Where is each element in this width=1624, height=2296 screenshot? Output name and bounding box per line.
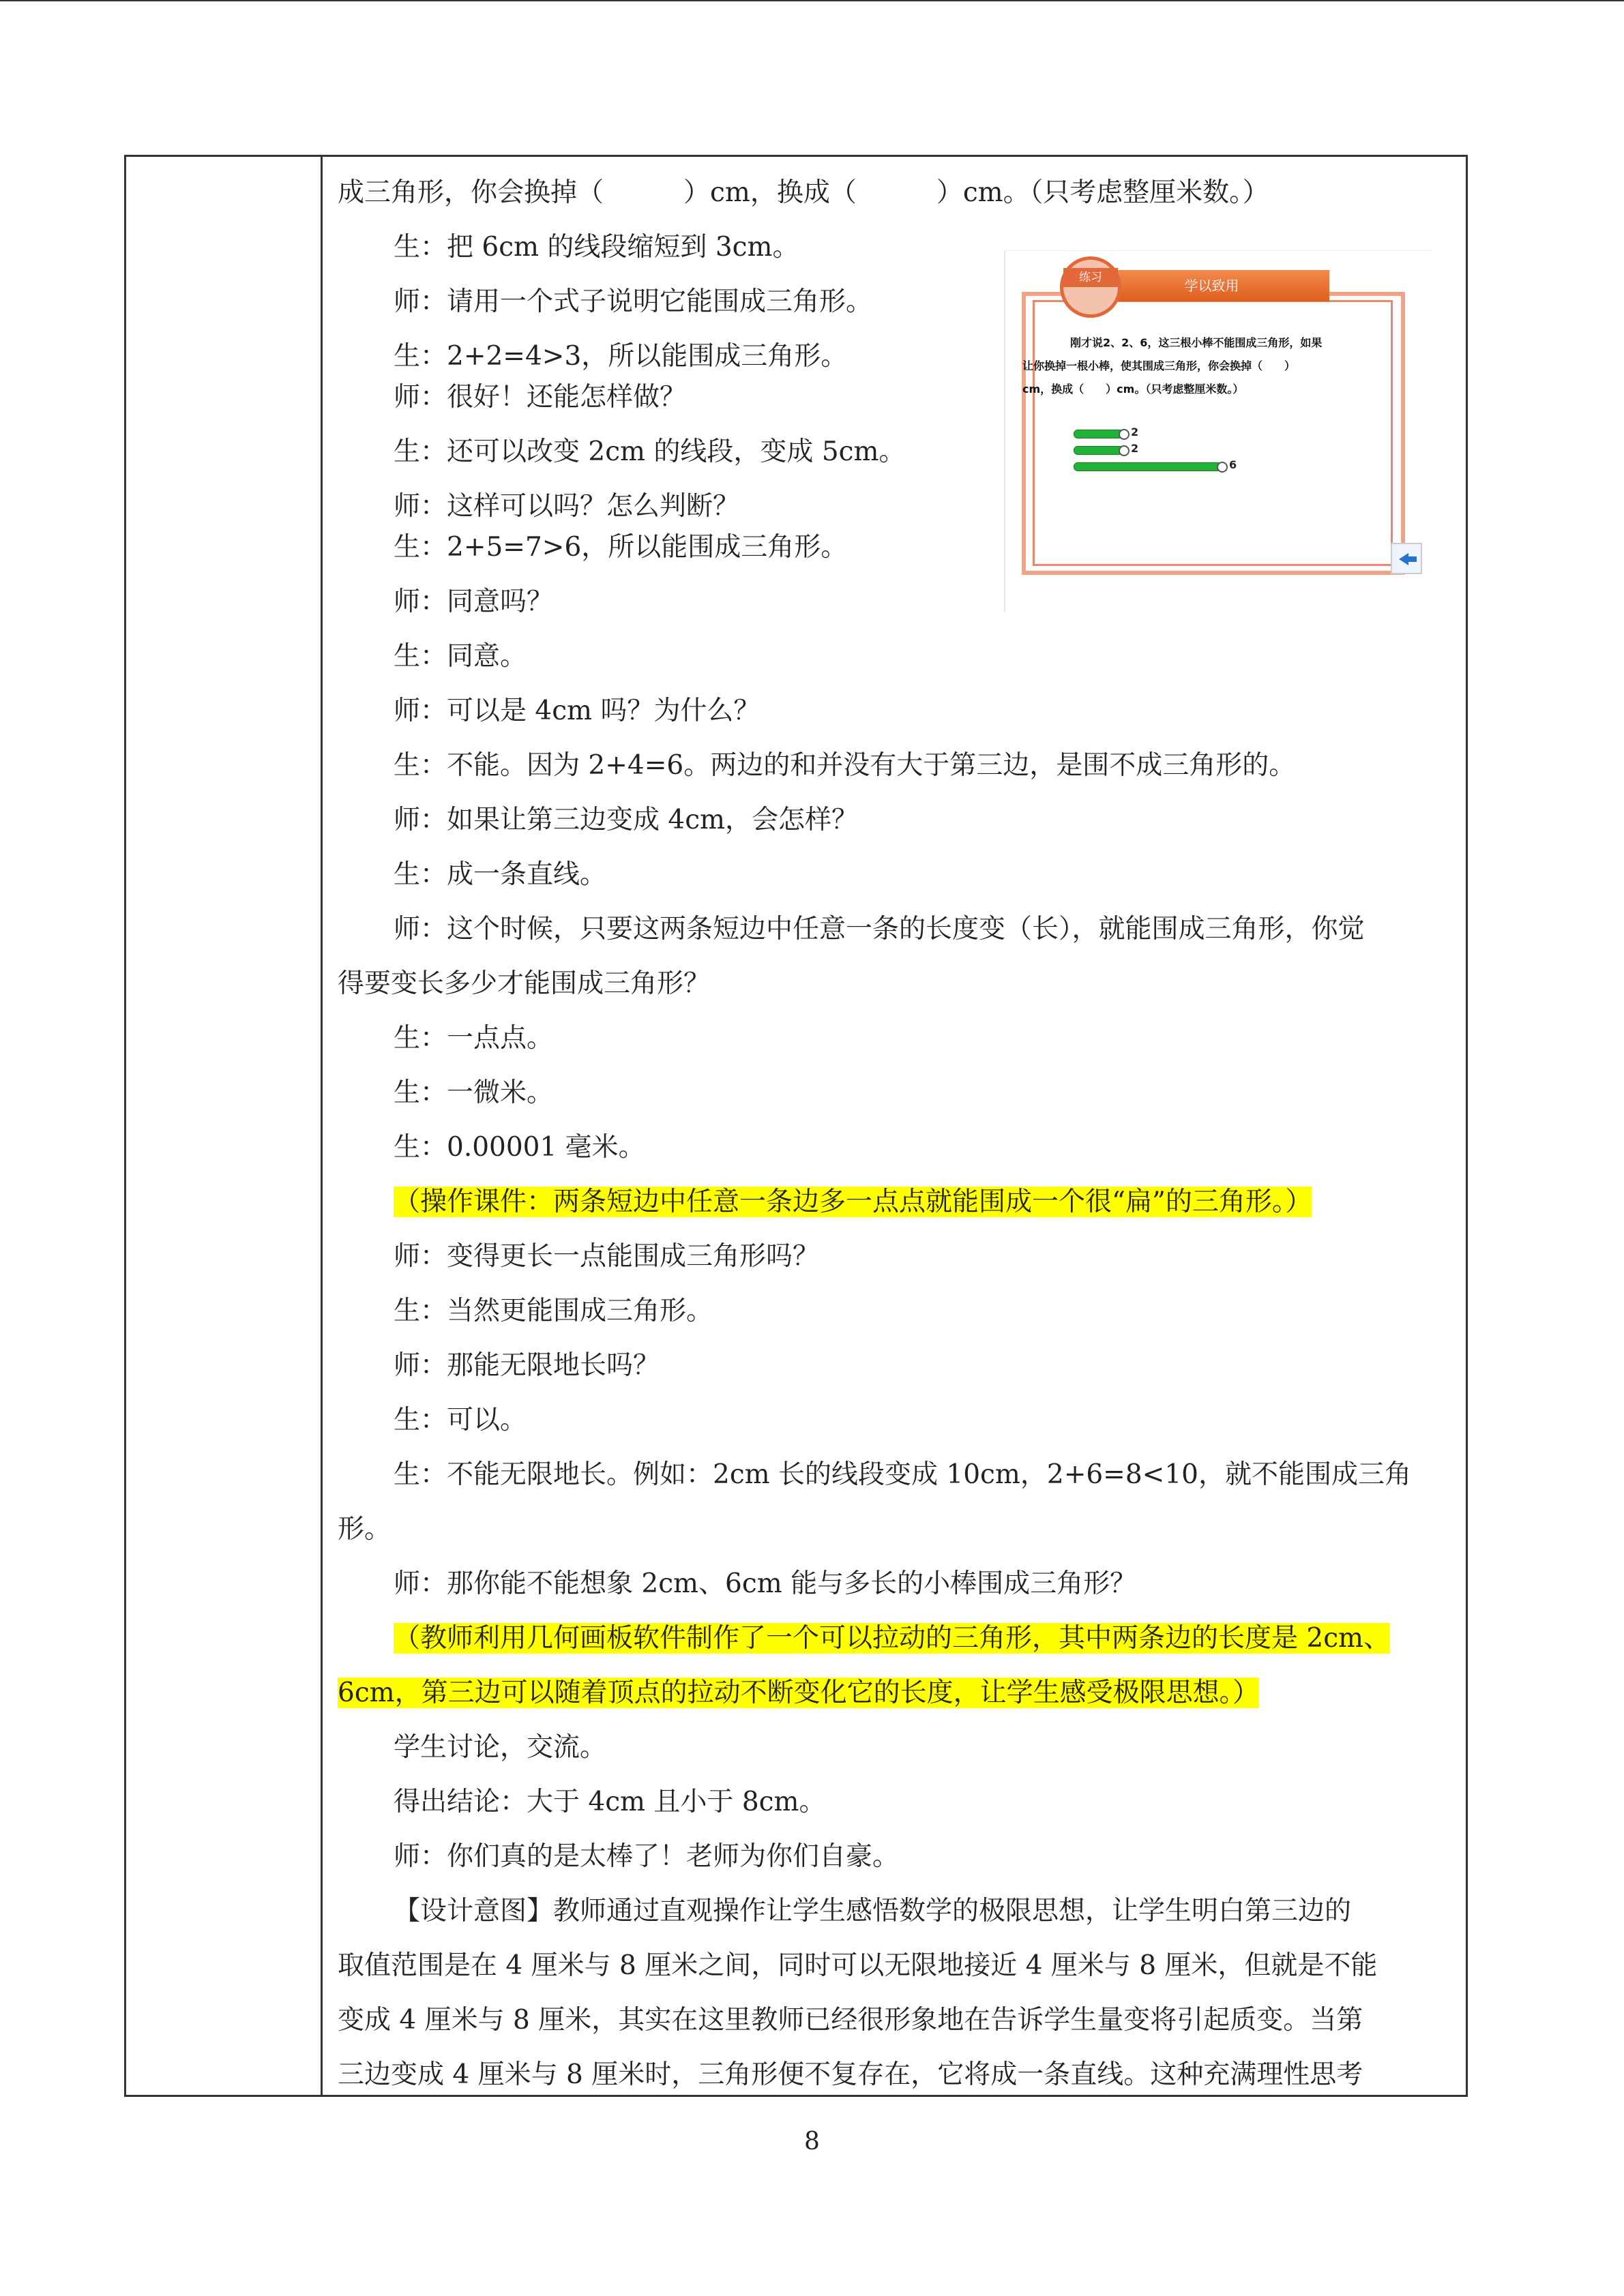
text-line (338, 1783, 825, 1821)
highlighted-text: （教师利用几何画板软件制作了一个可以拉动的三角形，其中两条边的长度是 2cm、 (394, 1623, 1391, 1654)
back-arrow-icon[interactable] (1391, 543, 1422, 574)
line-text: 师：这个时候，只要这两条短边中任意一条的长度变（长），就能围成三角形，你觉 (394, 914, 1365, 944)
line-text: 生：不能无限地长。例如：2cm 长的线段变成 10cm，2+6=8<10，就不能围成三角 (394, 1459, 1411, 1490)
line-text: 生：0.00001 毫米。 (394, 1132, 645, 1163)
text-line (338, 1129, 645, 1167)
line-text: 师：同意吗？ (394, 586, 554, 617)
text-line (338, 965, 710, 1003)
text-line (338, 801, 858, 839)
line-text: 【设计意图】教师通过直观操作让学生感悟数学的极限思想，让学生明白第三边的 (394, 1896, 1352, 1926)
line-text: 生：成一条直线。 (394, 859, 607, 890)
line-text: 生：一微米。 (394, 1077, 554, 1108)
text-line (338, 1074, 553, 1112)
text-line (338, 528, 847, 567)
stick-bar (1074, 446, 1124, 455)
page-number: 8 (804, 2128, 820, 2156)
text-line (338, 638, 527, 676)
text-line (338, 488, 739, 526)
text-line (338, 378, 686, 417)
line-text: 师：那你能不能想象 2cm、6cm 能与多长的小棒围成三角形？ (394, 1568, 1137, 1599)
text-line (338, 174, 1269, 212)
text-line (338, 1183, 1312, 1221)
slide-question-line-3: cm，换成（ ）cm。（只考虑整厘米数。） (1022, 383, 1244, 396)
line-text: 生：还可以改变 2cm 的线段，变成 5cm。 (394, 436, 906, 467)
stick-end-dot (1119, 445, 1130, 456)
text-line (338, 2056, 1363, 2094)
line-text: 三边变成 4 厘米与 8 厘米时，三角形便不复存在，它将成一条直线。这种充满理性思考 (338, 2059, 1363, 2090)
line-text: 生：2+2=4>3，所以能围成三角形。 (394, 341, 848, 372)
stick-end-dot (1119, 429, 1130, 440)
text-line (338, 1620, 1390, 1658)
line-text: 师：如果让第三边变成 4cm，会怎样？ (394, 805, 859, 835)
line-text: 得出结论：大于 4cm 且小于 8cm。 (394, 1787, 826, 1817)
line-text: 成三角形，你会换掉（ ）cm，换成（ ）cm。（只考虑整厘米数。） (338, 177, 1269, 208)
line-text: 师：变得更长一点能围成三角形吗？ (394, 1241, 820, 1272)
line-text: 生：一点点。 (394, 1023, 554, 1054)
line-text: 生：当然更能围成三角形。 (394, 1296, 713, 1326)
stick-end-dot (1217, 462, 1228, 473)
line-text: 生：不能。因为 2+4=6。两边的和并没有大于第三边，是围不成三角形的。 (394, 750, 1296, 781)
column-divider (321, 155, 323, 2097)
text-line (338, 433, 905, 471)
text-line (338, 583, 553, 621)
back-arrow-shaft (1407, 556, 1417, 562)
text-line (338, 1892, 1351, 1930)
practice-badge (1060, 256, 1121, 318)
text-line (338, 1729, 606, 1767)
top-rule (0, 0, 1624, 1)
line-text: 师：很好！还能怎样做？ (394, 382, 687, 413)
practice-badge-label: 练习 (1063, 268, 1118, 287)
line-text: 生：同意。 (394, 641, 527, 672)
text-line (338, 2001, 1363, 2040)
text-line (338, 856, 606, 894)
stick-length-label: 6 (1229, 458, 1237, 471)
line-text: 生：2+5=7>6，所以能围成三角形。 (394, 532, 848, 563)
text-line (338, 692, 760, 730)
stick-length-label: 2 (1131, 426, 1139, 438)
stick-length-label: 2 (1131, 442, 1139, 455)
text-line (338, 1456, 1411, 1494)
line-text: 形。 (338, 1514, 392, 1545)
stick-bar (1074, 462, 1222, 471)
text-line (338, 1565, 1136, 1603)
slide-banner: 学以致用 (1094, 270, 1329, 301)
line-text: 生：把 6cm 的线段缩短到 3cm。 (394, 232, 799, 263)
text-line (338, 1347, 660, 1385)
line-text: 师：你们真的是太棒了！老师为你们自豪。 (394, 1841, 900, 1872)
line-text: 变成 4 厘米与 8 厘米，其实在这里教师已经很形象地在告诉学生量变将引起质变。当第 (338, 2005, 1363, 2036)
highlighted-text: （操作课件：两条短边中任意一条边多一点点就能围成一个很“扁”的三角形。） (394, 1187, 1312, 1217)
text-line (338, 283, 872, 321)
line-text: 取值范围是在 4 厘米与 8 厘米之间，同时可以无限地接近 4 厘米与 8 厘米，但就是不能 (338, 1950, 1378, 1981)
line-text: 师：那能无限地长吗？ (394, 1350, 660, 1381)
slide-question-line-2: 让你换掉一根小棒，使其围成三角形，你会换掉（ ） (1022, 359, 1296, 372)
text-line (338, 1838, 899, 1876)
stick-bar (1074, 430, 1124, 438)
slide-question-line-1: 刚才说2、2、6，这三根小棒不能围成三角形，如果 (1070, 336, 1323, 349)
text-line (338, 747, 1295, 785)
line-text: 师：可以是 4cm 吗？为什么？ (394, 696, 761, 726)
line-text: 师：请用一个式子说明它能围成三角形。 (394, 286, 873, 317)
line-text: 学生讨论，交流。 (394, 1732, 607, 1763)
line-text: 生：可以。 (394, 1405, 527, 1435)
text-line (338, 1947, 1377, 1985)
text-line (338, 1292, 713, 1330)
line-text: 得要变长多少才能围成三角形？ (338, 968, 711, 999)
text-line (338, 1674, 1259, 1712)
line-text: 师：这样可以吗？怎么判断？ (394, 491, 740, 522)
courseware-slide (1004, 250, 1432, 612)
highlighted-text: 6cm，第三边可以随着顶点的拉动不断变化它的长度，让学生感受极限思想。） (338, 1678, 1260, 1708)
text-line (338, 1401, 527, 1440)
text-line (338, 338, 847, 376)
text-line (338, 1238, 819, 1276)
text-line (338, 1510, 391, 1549)
text-line (338, 1019, 553, 1058)
text-line (338, 228, 799, 267)
text-line (338, 910, 1365, 949)
